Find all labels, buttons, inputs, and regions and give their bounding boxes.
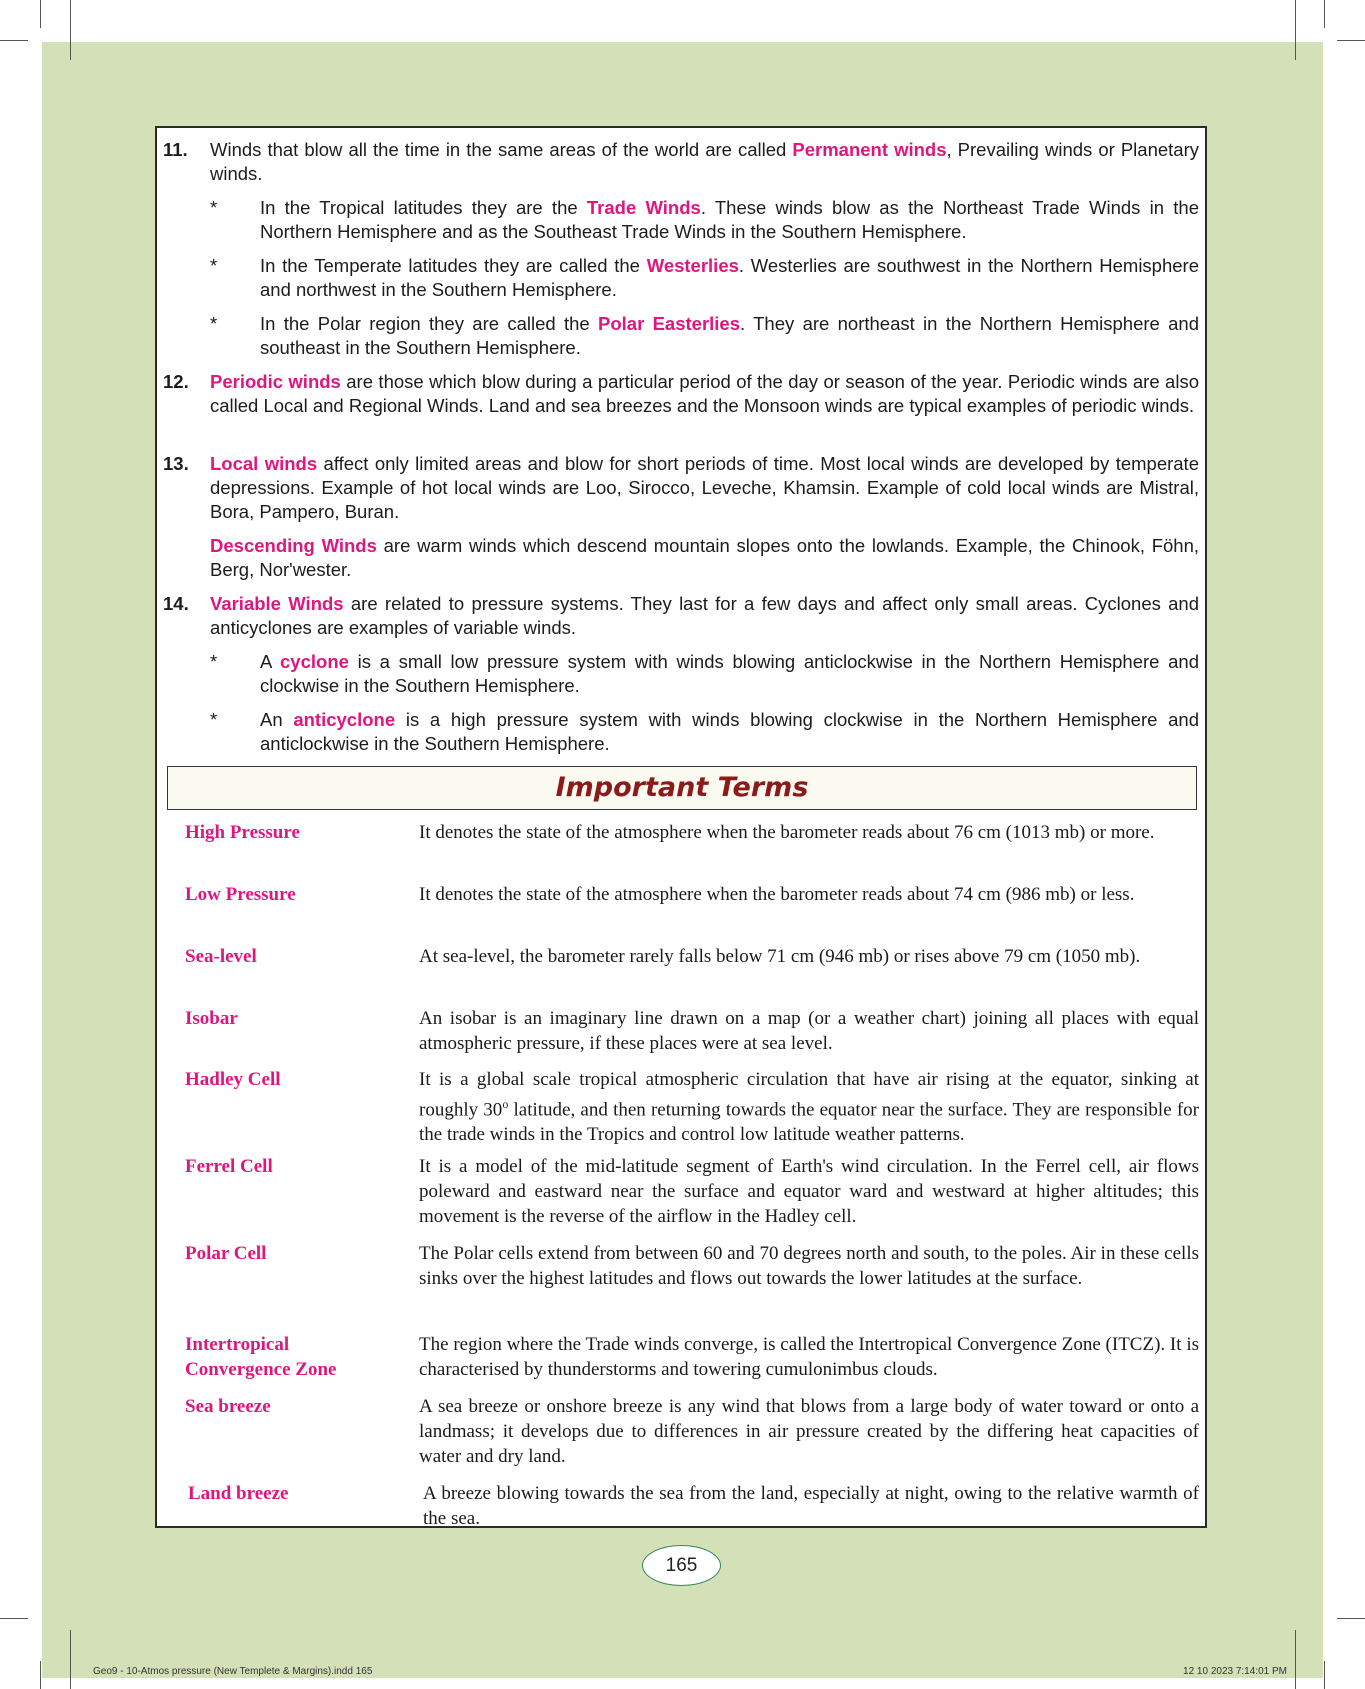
bullet-text <box>260 254 1199 302</box>
bullet-star: * <box>210 313 218 334</box>
highlight-term: Permanent winds <box>792 139 947 160</box>
text-run: . They are northeast in the Northern Hemisphere and southeast in the Southern Hemisphere. <box>260 313 1199 358</box>
text-run: A <box>260 651 281 672</box>
term-definition: It denotes the state of the atmosphere when the barometer reads about 76 cm (1013 mb) or more. <box>419 822 1155 843</box>
term-name: Ferrel Cell <box>185 1156 273 1177</box>
text-run: are related to pressure systems. They last for a few days and affect only small areas. Cyclones and anticyclones are examples of variable winds. <box>210 593 1200 638</box>
crop-mark <box>0 40 28 41</box>
term-name: Land breeze <box>188 1483 289 1504</box>
text-run: , Prevailing winds or Planetary winds. <box>210 139 1199 184</box>
highlight-term: Westerlies <box>646 255 739 276</box>
text-run: . These winds blow as the Northeast Trade Winds in the Northern Hemisphere and as the Southeast Trade Winds in the Southern Hemisphere. <box>260 197 1199 242</box>
crop-mark <box>1324 1661 1325 1689</box>
footer-timestamp: 12 10 2023 7:14:01 PM <box>1183 1666 1287 1677</box>
bullet-star: * <box>210 709 218 730</box>
text-run: It is a global scale tropical atmospheric circulation that have air rising at the equator, sinking at roughly 30 <box>419 1069 1199 1121</box>
item-text <box>210 138 1199 186</box>
highlight-term: anticyclone <box>293 709 396 730</box>
highlight-term: Variable Winds <box>210 593 344 614</box>
section-title: Important Terms <box>555 772 809 803</box>
item-number: 13. <box>163 453 189 474</box>
item-text <box>210 452 1199 524</box>
crop-mark <box>1337 40 1365 41</box>
term-name: Sea breeze <box>185 1396 271 1417</box>
term-name: Hadley Cell <box>185 1069 281 1090</box>
item-text <box>210 592 1199 640</box>
crop-mark <box>1337 1618 1365 1619</box>
crop-mark <box>0 1618 28 1619</box>
term-definition <box>419 1067 1199 1147</box>
important-terms-header <box>167 766 1197 810</box>
term-name: Isobar <box>185 1008 238 1029</box>
item-text <box>210 370 1199 418</box>
item-number: 14. <box>163 593 189 614</box>
bullet-text <box>260 196 1199 244</box>
text-run: is a small low pressure system with winds blowing anticlockwise in the Northern Hemisphere and clockwise in the Southern Hemisphere. <box>260 651 1199 696</box>
bullet-text <box>260 708 1199 756</box>
term-definition: A breeze blowing towards the sea from the land, especially at night, owing to the relative warmth of the sea. <box>423 1483 1199 1529</box>
term-name: Low Pressure <box>185 884 296 905</box>
term-definition: At sea-level, the barometer rarely falls below 71 cm (946 mb) or rises above 79 cm (1050 mb). <box>419 946 1141 967</box>
footer-file-slug: Geo9 - 10-Atmos pressure (New Templete & Margins).indd 165 <box>93 1666 373 1677</box>
crop-mark <box>1324 0 1325 28</box>
highlight-term: Local winds <box>210 453 318 474</box>
term-name: Polar Cell <box>185 1243 267 1264</box>
crop-mark <box>1295 0 1296 60</box>
term-definition: A sea breeze or onshore breeze is any wind that blows from a large body of water toward or onto a landmass; it develops due to differences in air pressure created by the differing heat capacities of water and dry land. <box>419 1396 1199 1467</box>
term-definition: The region where the Trade winds converge, is called the Intertropical Convergence Zone (ITCZ). It is characterised by thunderstorms and towering cumulonimbus clouds. <box>419 1334 1199 1380</box>
item-number: 12. <box>163 371 189 392</box>
text-run: In the Polar region they are called the <box>260 313 598 334</box>
bullet-star: * <box>210 197 218 218</box>
text-run: is a high pressure system with winds blowing clockwise in the Northern Hemisphere and anticlockwise in the Southern Hemisphere. <box>260 709 1199 754</box>
bullet-star: * <box>210 651 218 672</box>
crop-mark <box>40 0 41 28</box>
highlight-term: cyclone <box>280 651 349 672</box>
text-run: . Westerlies are southwest in the Northern Hemisphere and northwest in the Southern Hemisphere. <box>260 255 1199 300</box>
bullet-star: * <box>210 255 218 276</box>
text-run: An <box>260 709 294 730</box>
text-run: affect only limited areas and blow for short periods of time. Most local winds are developed by temperate depressions. Example of hot local winds are Loo, Sirocco, Leveche, Khamsin. Example of cold local winds are Mistral, Bora, Pampero, Buran. <box>210 453 1199 522</box>
bullet-text <box>260 312 1199 360</box>
crop-mark <box>70 0 71 60</box>
crop-mark <box>70 1630 71 1689</box>
content-panel <box>155 126 1207 1528</box>
item-text <box>210 534 1199 582</box>
highlight-term: Periodic winds <box>210 371 341 392</box>
item-number: 11. <box>163 139 188 160</box>
term-name: High Pressure <box>185 822 300 843</box>
term-definition: The Polar cells extend from between 60 and 70 degrees north and south, to the poles. Air in these cells sinks over the highest latitudes and flows out towards the lower latitudes at the surface. <box>419 1243 1199 1289</box>
text-run: are warm winds which descend mountain slopes onto the lowlands. Example, the Chinook, Föhn, Berg, Nor'wester. <box>210 535 1199 580</box>
highlight-term: Trade Winds <box>586 197 701 218</box>
highlight-term: Polar Easterlies <box>598 313 741 334</box>
text-run: In the Temperate latitudes they are called the <box>260 255 647 276</box>
text-run: are those which blow during a particular period of the day or season of the year. Periodic winds are also called Local and Regional Winds. Land and sea breezes and the Monsoon winds are typical examples of periodic winds. <box>210 371 1199 416</box>
text-run: latitude, and then returning towards the equator near the surface. They are responsible for the trade winds in the Tropics and control low latitude weather patterns. <box>419 1099 1199 1146</box>
bullet-text <box>260 650 1199 698</box>
page-number: 165 <box>642 1545 721 1586</box>
term-name: Sea-level <box>185 946 257 967</box>
crop-mark <box>1295 1630 1296 1689</box>
term-definition: An isobar is an imaginary line drawn on a map (or a weather chart) joining all places with equal atmospheric pressure, if these places were at sea level. <box>419 1008 1199 1054</box>
term-definition: It denotes the state of the atmosphere when the barometer reads about 74 cm (986 mb) or less. <box>419 884 1135 905</box>
degree-superscript: o <box>502 1097 509 1111</box>
term-definition: It is a model of the mid-latitude segment of Earth's wind circulation. In the Ferrel cell, air flows poleward and eastward near the surface and equator ward and westward at higher altitudes; this movement is the reverse of the airflow in the Hadley cell. <box>419 1156 1199 1227</box>
highlight-term: Descending Winds <box>210 535 377 556</box>
crop-mark <box>40 1661 41 1689</box>
term-name: Intertropical Convergence Zone <box>185 1334 337 1380</box>
text-run: In the Tropical latitudes they are the <box>260 197 587 218</box>
text-run: Winds that blow all the time in the same areas of the world are called <box>210 139 793 160</box>
